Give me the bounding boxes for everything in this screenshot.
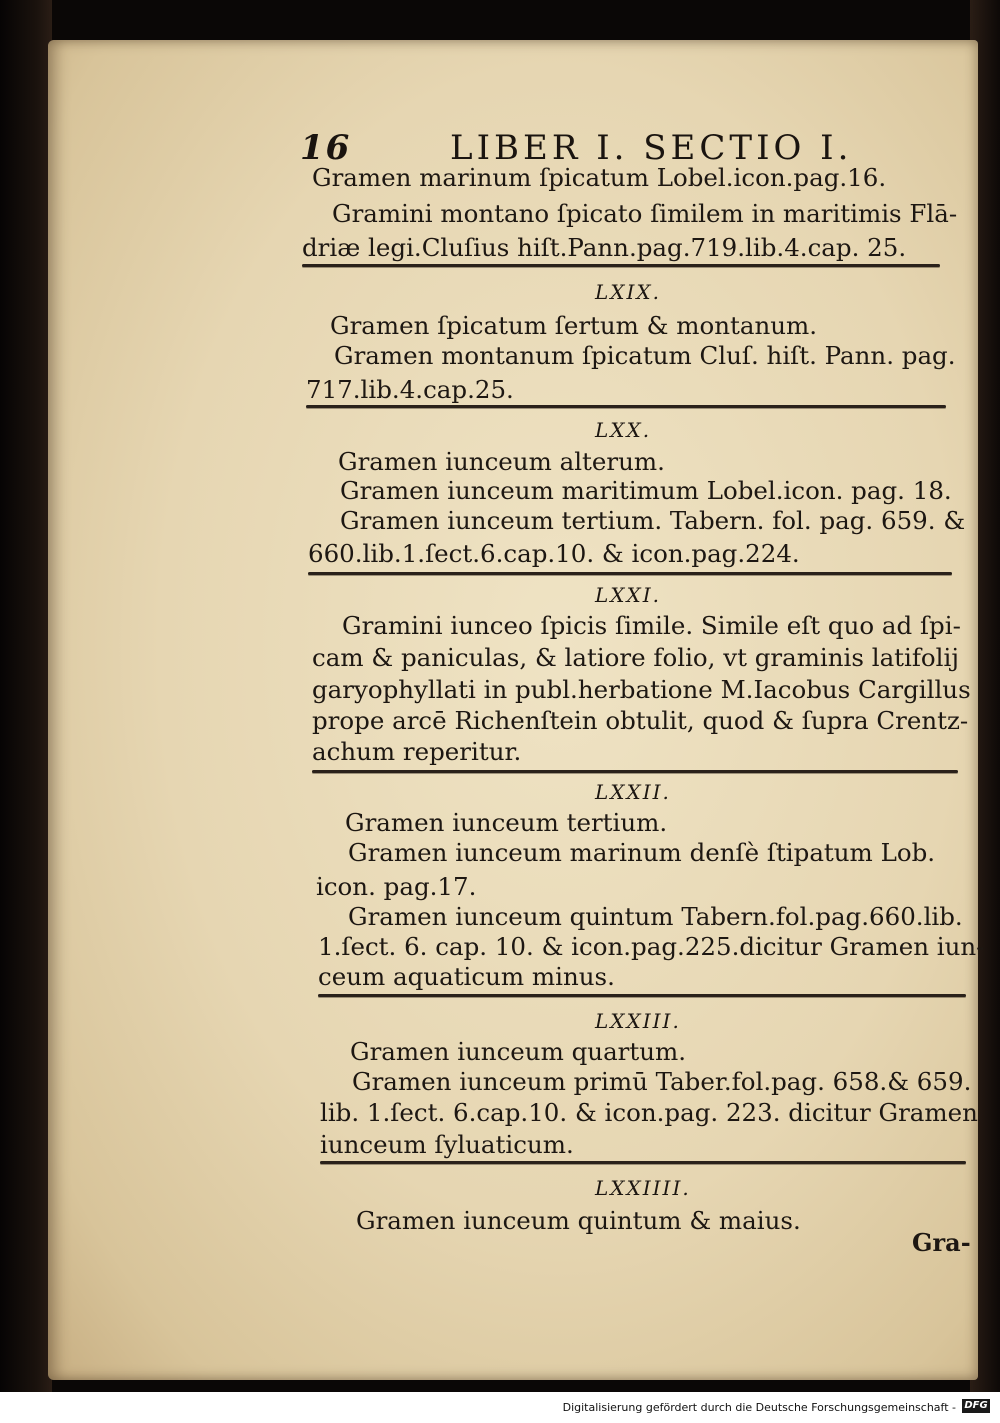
text-line: 660.lib.1.ſect.6.cap.10. & icon.pag.224. xyxy=(308,539,800,568)
section-heading: LXXII. xyxy=(595,780,671,804)
section-rule xyxy=(302,264,940,267)
section-heading: LXXI. xyxy=(595,583,662,607)
text-line: prope arcē Richenſtein obtulit, quod & ſupra Crentz- xyxy=(312,706,969,735)
text-line: 717.lib.4.cap.25. xyxy=(306,375,514,404)
text-line: garyophyllati in publ.herbatione M.Iacobus Cargillus xyxy=(312,675,971,704)
text-line: Gramen iunceum quintum Tabern.fol.pag.660.lib. xyxy=(348,902,963,931)
text-line: achum reperitur. xyxy=(312,737,522,766)
text-line: Gramen iunceum marinum denſè ſtipatum Lob. xyxy=(348,838,936,867)
catchword: Gra- xyxy=(912,1228,971,1257)
section-rule xyxy=(320,1161,966,1164)
section-rule xyxy=(308,572,952,575)
page-number: 16 xyxy=(300,128,352,168)
book-cover-left xyxy=(0,0,52,1392)
section-heading: LXIX. xyxy=(595,280,662,304)
running-title: LIBER I. SECTIO I. xyxy=(450,128,853,168)
text-line: Gramen iunceum quartum. xyxy=(350,1037,687,1066)
text-line: Gramini montano ſpicato ſimilem in maritimis Flā- xyxy=(332,199,958,228)
text-line: Gramen marinum ſpicatum Lobel.icon.pag.16. xyxy=(312,163,887,192)
footer-bar xyxy=(0,1392,1000,1423)
footer-credit: Digitalisierung gefördert durch die Deutsche Forschungsgemeinschaft - xyxy=(562,1401,956,1414)
text-line: Gramen iunceum tertium. xyxy=(345,808,668,837)
text-line: Gramen iunceum alterum. xyxy=(338,447,665,476)
text-line: Gramini iunceo ſpicis ſimile. Simile eſt quo ad ſpi- xyxy=(342,611,961,640)
text-line: Gramen ſpicatum ſertum & montanum. xyxy=(330,311,818,340)
text-line: Gramen iunceum tertium. Tabern. fol. pag. 659. & xyxy=(340,506,966,535)
text-line: iunceum ſyluaticum. xyxy=(320,1130,574,1159)
text-line: ceum aquaticum minus. xyxy=(318,962,615,991)
text-line: Gramen montanum ſpicatum Cluſ. hiſt. Pann. pag. xyxy=(334,341,956,370)
section-rule xyxy=(306,405,946,408)
text-line: cam & paniculas, & latiore folio, vt graminis latifolij xyxy=(312,643,959,672)
dfg-logo: DFG xyxy=(962,1399,990,1413)
section-heading: LXXIII. xyxy=(595,1009,681,1033)
text-line: driæ legi.Cluſius hiſt.Pann.pag.719.lib.4.cap. 25. xyxy=(302,233,907,262)
text-line: Gramen iunceum maritimum Lobel.icon. pag. 18. xyxy=(340,476,952,505)
text-line: Gramen iunceum quintum & maius. xyxy=(356,1206,801,1235)
text-line: icon. pag.17. xyxy=(316,872,477,901)
text-line: 1.ſect. 6. cap. 10. & icon.pag.225.dicitur Gramen iun- xyxy=(318,932,985,961)
section-heading: LXX. xyxy=(595,418,652,442)
section-rule xyxy=(312,770,958,773)
text-line: lib. 1.ſect. 6.cap.10. & icon.pag. 223. dicitur Gramen xyxy=(320,1098,978,1127)
section-rule xyxy=(318,994,966,997)
section-heading: LXXIIII. xyxy=(595,1176,691,1200)
text-line: Gramen iunceum primū Taber.fol.pag. 658.& 659. xyxy=(352,1067,972,1096)
